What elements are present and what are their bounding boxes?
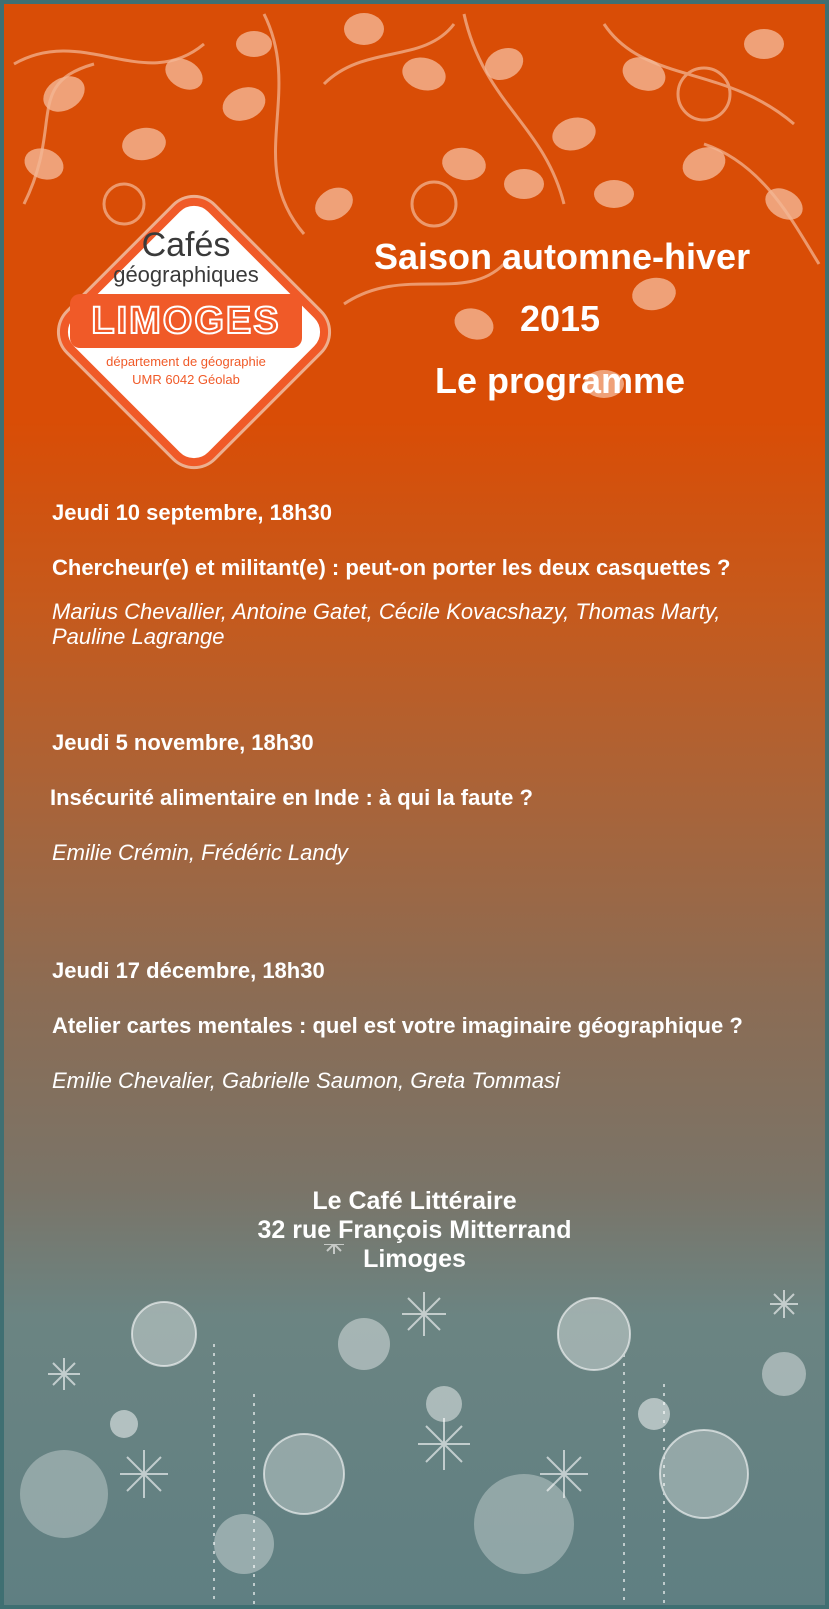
event-title: Insécurité alimentaire en Inde : à qui la faute ?: [50, 785, 533, 810]
event-date: Jeudi 17 décembre, 18h30: [52, 958, 325, 983]
venue-city: Limoges: [363, 1245, 466, 1273]
logo-cafes: Cafés: [141, 226, 231, 264]
cafes-geo-logo: [48, 186, 324, 462]
venue-address: 32 rue François Mitterrand: [257, 1216, 572, 1244]
season-year: 2015: [519, 298, 601, 339]
event-date: Jeudi 5 novembre, 18h30: [52, 730, 314, 755]
logo-department: département de géographie: [106, 354, 266, 369]
snowflake-decoration: [4, 1244, 825, 1605]
event-date: Jeudi 10 septembre, 18h30: [52, 500, 333, 525]
season-title: Saison automne-hiver: [374, 236, 751, 277]
venue-name: Le Café Littéraire: [312, 1187, 517, 1215]
event-speakers: Marius Chevallier, Antoine Gatet, Cécile Kovacshazy, Thomas Marty, Pauline Lagrange: [52, 599, 721, 649]
season-heading: [374, 226, 751, 412]
logo-geographiques: géographiques: [113, 262, 259, 287]
event-title: Atelier cartes mentales : quel est votre imaginaire géographique ?: [52, 1013, 743, 1038]
event-3: [52, 958, 792, 1098]
event-2: [52, 730, 792, 870]
season-programme: Le programme: [434, 360, 686, 401]
event-speakers: Emilie Crémin, Frédéric Landy: [52, 840, 348, 865]
logo-city: LIMOGES: [91, 300, 281, 342]
logo-umr: UMR 6042 Géolab: [132, 372, 240, 387]
event-speakers: Emilie Chevalier, Gabrielle Saumon, Greta Tommasi: [52, 1068, 560, 1093]
event-title: Chercheur(e) et militant(e) : peut-on porter les deux casquettes ?: [52, 555, 731, 580]
event-1: [52, 500, 792, 660]
